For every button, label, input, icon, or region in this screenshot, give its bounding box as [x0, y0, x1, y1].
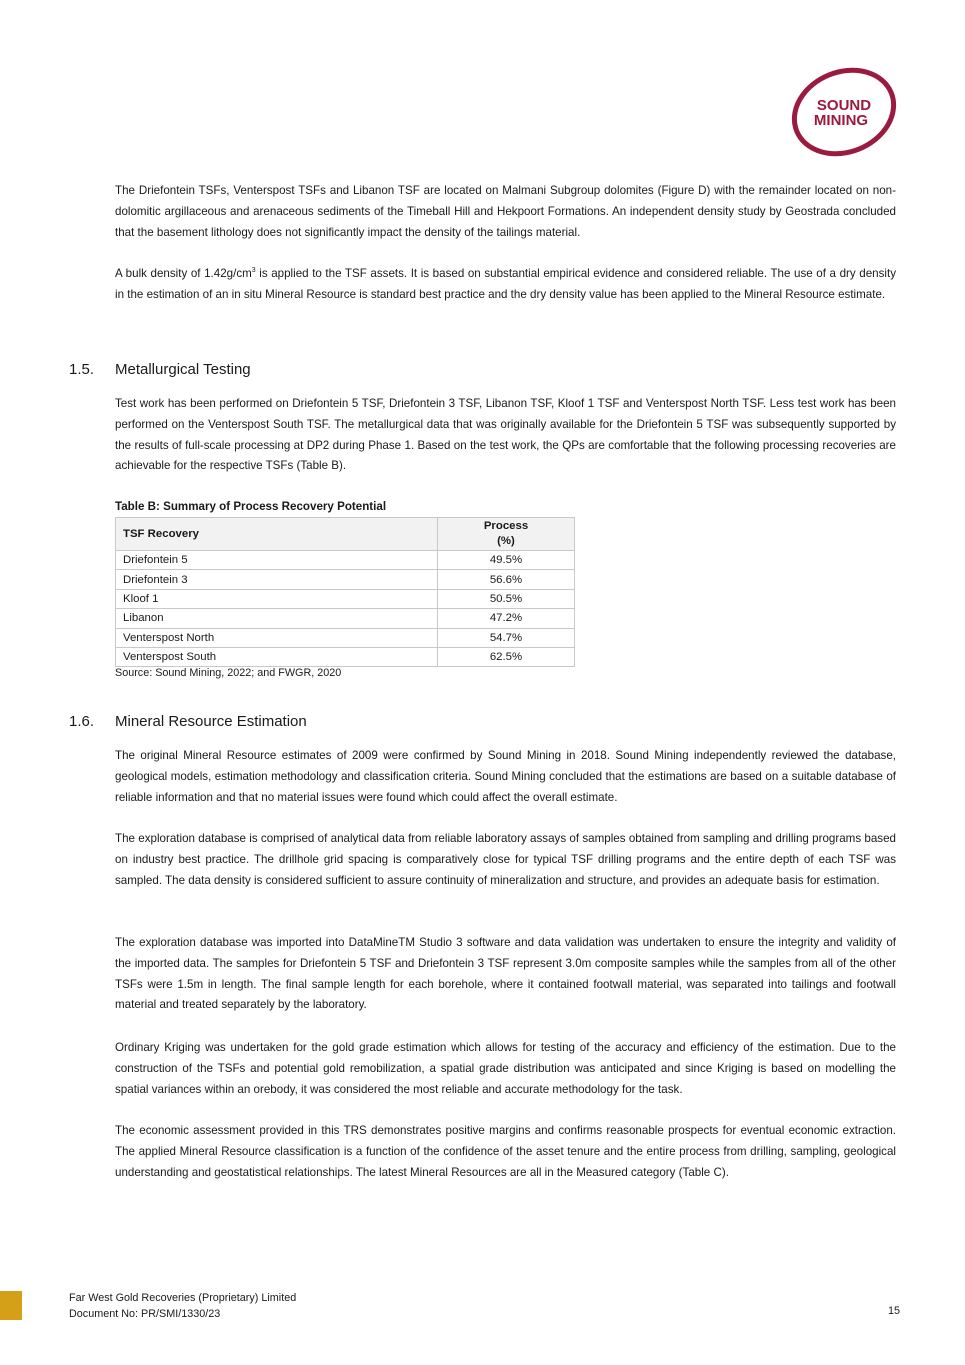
footer-company: Far West Gold Recoveries (Proprietary) Limited — [69, 1292, 297, 1304]
page-number: 15 — [888, 1305, 901, 1317]
recovery-value: 49.5% — [438, 551, 575, 570]
recovery-value: 54.7% — [438, 628, 575, 647]
header-process: Process (%) — [438, 518, 575, 551]
paragraph-dolomites: The Driefontein TSFs, Venterspost TSFs and Libanon TSF are located on Malmani Subgroup dolomites (Figure D) with the remainder located on non-dolomitic argillaceous and arenaceous sediments of the Timeball Hill and Hekpoort Formations. An independent density study by Geostrada concluded that the basement lithology does not significantly impact the density of the tailings material. — [115, 184, 896, 239]
paragraph-original-estimates: The original Mineral Resource estimates of 2009 were confirmed by Sound Mining in 2018. Sound Mining independently reviewed the database, geological models, estimation methodology and classification criteria. Sound Mining concluded that the estimations are based on a suitable database of reliable information and that no material issues were found which could affect the overall estimate. — [115, 749, 896, 804]
paragraph-datamine-import: The exploration database was imported into DataMineTM Studio 3 software and data validation was undertaken to ensure the integrity and validity of the imported data. The samples for Driefontein 5 TSF and Driefontein 3 TSF represent 3.0m composite samples while the samples from all of the other TSFs were 1.5m in length. The final sample length for each borehole, where it contained footwall material, was separated into tailings and footwall material and treated separately by the laboratory. — [115, 936, 896, 1012]
section-heading-mineral-resource-estimation — [69, 712, 307, 732]
header-tsf-recovery: TSF Recovery — [116, 518, 438, 551]
logo-text-sound: SOUND — [816, 97, 872, 114]
table-source: Source: Sound Mining, 2022; and FWGR, 2020 — [115, 667, 342, 679]
paragraph-bulk-density: A bulk density of $1.42g/cm^3$ is applied to the TSF assets. It is based on substantial empirical evidence and considered reliable. The use of a dry density in the estimation of an in situ Mineral Resource is standard best practice and the dry density value has been applied to the Mineral Resource estimate. — [115, 267, 896, 301]
superscript-3: 3 — [251, 267, 256, 275]
paragraph-ordinary-kriging: Ordinary Kriging was undertaken for the gold grade estimation which allows for testing of the accuracy and efficiency of the estimation. Due to the construction of the TSFs and potential gold remobilization, a spatial grade distribution was anticipated and since Kriging is based on modelling the spatial variances within an orebody, it was considered the most reliable and accurate methodology for the task. — [115, 1041, 896, 1096]
footer-accent-block — [0, 1291, 22, 1320]
table-caption: Table B: Summary of Process Recovery Potential — [115, 500, 387, 513]
table-header-row — [116, 518, 575, 551]
section-number: 1.5. — [69, 361, 95, 378]
paragraph-test-work: Test work has been performed on Driefontein 5 TSF, Driefontein 3 TSF, Libanon TSF, Kloof 1 TSF and Venterspost North TSF. Less test work has been performed on the Venterspost South TSF. The metallurgical data that was originally available for the Driefontein 5 TSF was subsequently supported by the results of full-scale processing at DP2 during Phase 1. Based on the test work, the QPs are comfortable that the following processing recoveries are achievable for the respective TSFs (Table B). — [115, 397, 896, 473]
recovery-value: 56.6% — [438, 570, 575, 589]
sound-mining-logo — [786, 66, 900, 158]
tsf-name: Driefontein 3 — [116, 570, 438, 589]
table-row — [116, 647, 575, 666]
recovery-value: 62.5% — [438, 647, 575, 666]
table-row — [116, 609, 575, 628]
tsf-name: Libanon — [116, 609, 438, 628]
table-row — [116, 589, 575, 608]
table-row — [116, 570, 575, 589]
table-row — [116, 628, 575, 647]
footer-document-number: Document No: PR/SMI/1330/23 — [69, 1308, 221, 1320]
tsf-name: Kloof 1 — [116, 589, 438, 608]
process-recovery-table — [115, 517, 575, 667]
tsf-name: Venterspost South — [116, 647, 438, 666]
tsf-name: Driefontein 5 — [116, 551, 438, 570]
logo-text-mining: MINING — [813, 112, 869, 129]
section-heading-metallurgical-testing — [69, 360, 251, 380]
recovery-value: 50.5% — [438, 589, 575, 608]
tsf-name: Venterspost North — [116, 628, 438, 647]
section-number: 1.6. — [69, 713, 95, 730]
section-title: Metallurgical Testing — [115, 361, 251, 378]
section-title: Mineral Resource Estimation — [115, 713, 307, 730]
recovery-value: 47.2% — [438, 609, 575, 628]
footer-text — [69, 1290, 296, 1322]
table-row — [116, 551, 575, 570]
paragraph-economic-assessment: The economic assessment provided in this TRS demonstrates positive margins and confirms reasonable prospects for eventual economic extraction. The applied Mineral Resource classification is a function of the confidence of the asset tenure and the entire process from drilling, sampling, geological understanding and geostatistical relationships. The latest Mineral Resources are all in the Measured category (Table C). — [115, 1124, 896, 1179]
paragraph-exploration-database: The exploration database is comprised of analytical data from reliable laboratory assays of samples obtained from sampling and drilling programs based on industry best practice. The drillhole grid spacing is comparatively close for typical TSF drilling programs and the entire depth of each TSF was sampled. The data density is considered sufficient to assure continuity of mineralization and structure, and provides an adequate basis for estimation. — [115, 832, 896, 887]
